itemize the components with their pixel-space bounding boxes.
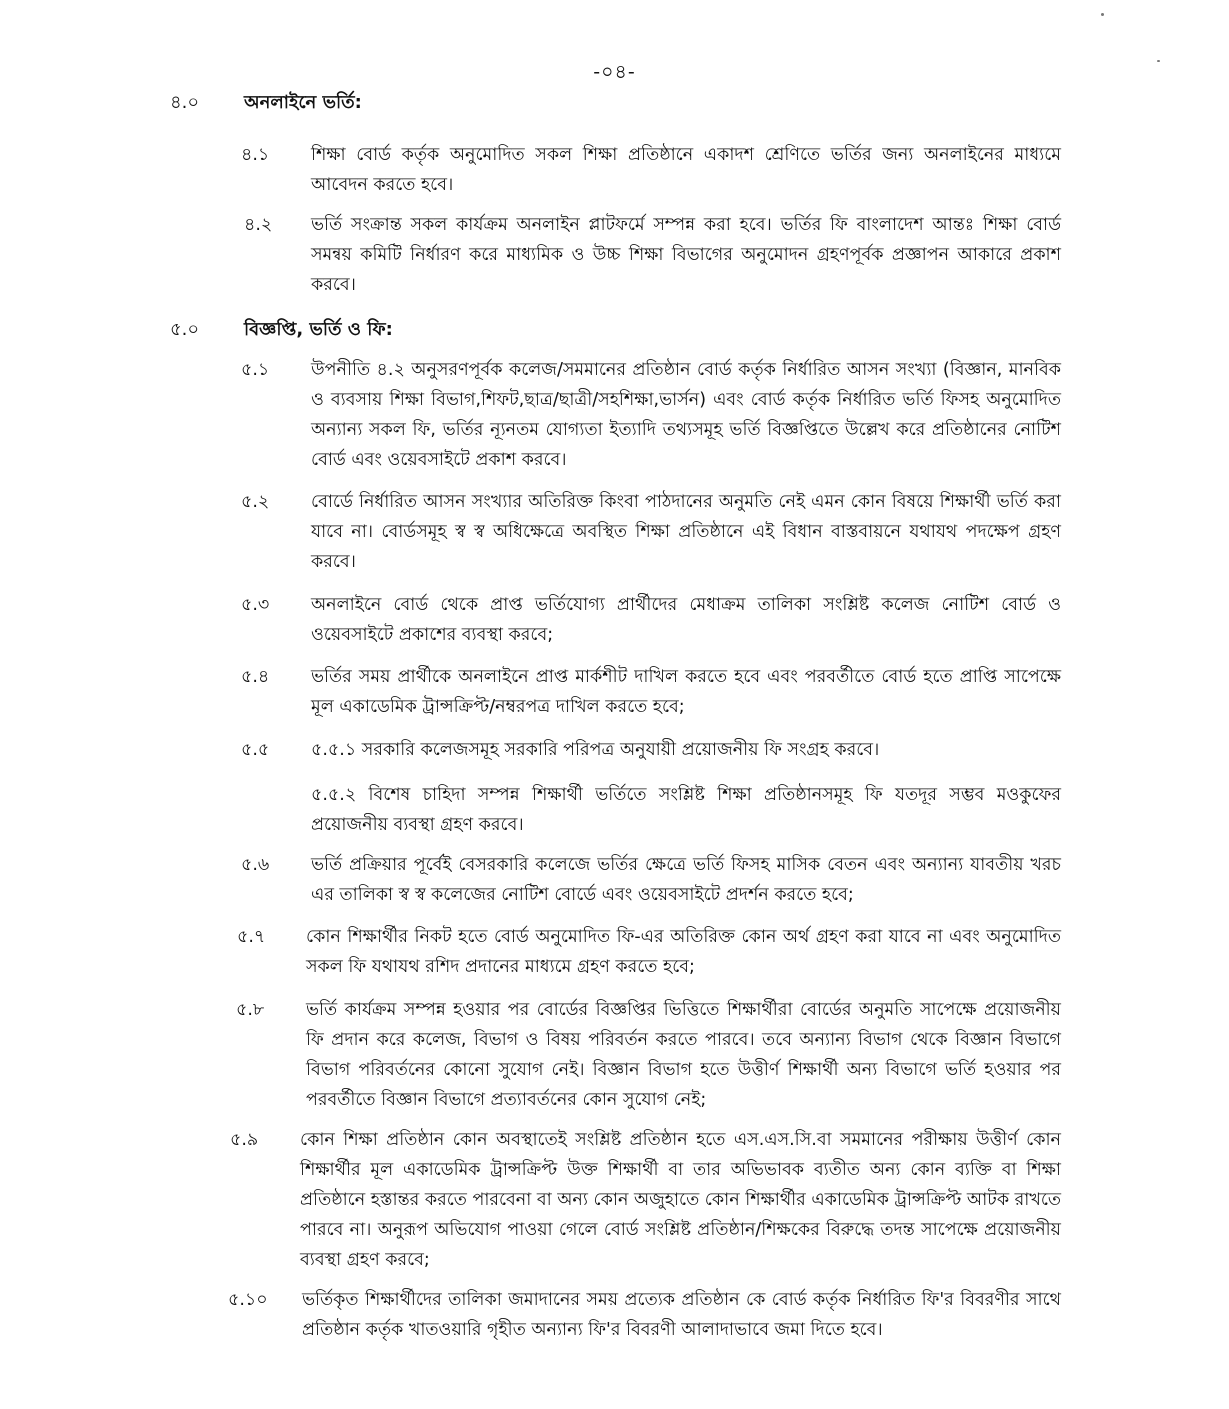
clause-number: ৫.৫ xyxy=(241,740,270,760)
clause-number: ৫.৯ xyxy=(230,1130,259,1150)
clause-text: ভর্তিকৃত শিক্ষার্থীদের তালিকা জমাদানের সময় প্রত্যেক প্রতিষ্ঠান কে বোর্ড কর্তৃক নির্ধারিত ফি'র বিবরণীর সাথে প্রতিষ্ঠান কর্তৃক খাতওয়ারি গৃহীত অন্যান্য ফি'র বিবরণী আলাদাভাবে জমা দিতে হবে। xyxy=(302,1290,1061,1340)
clause-number: ৫.৮ xyxy=(236,1000,265,1020)
scan-speck xyxy=(1101,13,1104,16)
clause-text: উপনীতি ৪.২ অনুসরণপূর্বক কলেজ/সমমানের প্রতিষ্ঠান বোর্ড কর্তৃক নির্ধারিত আসন সংখ্যা (বিজ্ঞান, মানবিক ও ব্যবসায় শিক্ষা বিভাগ,শিফট,ছাত্র/ছাত্রী/সহশিক্ষা,ভার্সন) এবং বোর্ড কর্তৃক নির্ধারিত ভর্তি ফিসহ অনুমোদিত অন্যান্য সকল ফি, ভর্তির ন্যূনতম যোগ্যতা ইত্যাদি তথ্যসমূহ ভর্তি বিজ্ঞপ্তিতে উল্লেখ করে প্রতিষ্ঠানের নোটিশ বোর্ড এবং ওয়েবসাইটে প্রকাশ করবে। xyxy=(311,360,1061,470)
clause-number: ৫.১ xyxy=(241,360,270,380)
section-title: অনলাইনে ভর্তি: xyxy=(244,92,362,113)
clause-number: ৫.৬ xyxy=(241,855,270,875)
clause-text: কোন শিক্ষা প্রতিষ্ঠান কোন অবস্থাতেই সংশ্লিষ্ট প্রতিষ্ঠান হতে এস.এস.সি.বা সমমানের পরীক্ষায় উত্তীর্ণ কোন শিক্ষার্থীর মূল একাডেমিক ট্রান্সক্রিপ্ট উক্ত শিক্ষার্থী বা তার অভিভাবক ব্যতীত অন্য কোন ব্যক্তি বা শিক্ষা প্রতিষ্ঠানে হস্তান্তর করতে পারবেনা বা অন্য কোন অজুহাতে কোন শিক্ষার্থীর একাডেমিক ট্রান্সক্রিপ্ট আটক রাখতে পারবে না। অনুরূপ অভিযোগ পাওয়া গেলে বোর্ড সংশ্লিষ্ট প্রতিষ্ঠান/শিক্ষকের বিরুদ্ধে তদন্ত সাপেক্ষে প্রয়োজনীয় ব্যবস্থা গ্রহণ করবে; xyxy=(300,1130,1061,1270)
page-number: -০৪- xyxy=(593,61,636,83)
clause-number: ৫.৪ xyxy=(241,667,270,687)
clause-text: ৫.৫.১ সরকারি কলেজসমূহ সরকারি পরিপত্র অনুযায়ী প্রয়োজনীয় ফি সংগ্রহ করবে। xyxy=(311,740,880,760)
section-title: বিজ্ঞপ্তি, ভর্তি ও ফি: xyxy=(244,319,393,340)
section-number: ৪.০ xyxy=(170,92,200,113)
clause-text: ভর্তির সময় প্রার্থীকে অনলাইনে প্রাপ্ত মার্কশীট দাখিল করতে হবে এবং পরবর্তীতে বোর্ড হতে প্রাপ্তি সাপেক্ষে মূল একাডেমিক ট্রান্সক্রিপ্ট/নম্বরপত্র দাখিল করতে হবে; xyxy=(311,667,1061,717)
clause-number: ৫.১০ xyxy=(228,1290,268,1310)
clause-number: ৫.৭ xyxy=(237,927,266,947)
clause-text: ভর্তি সংক্রান্ত সকল কার্যক্রম অনলাইন প্লাটফর্মে সম্পন্ন করা হবে। ভর্তির ফি বাংলাদেশ আন্তঃ শিক্ষা বোর্ড সমন্বয় কমিটি নির্ধারণ করে মাধ্যমিক ও উচ্চ শিক্ষা বিভাগের অনুমোদন গ্রহণপূর্বক প্রজ্ঞাপন আকারে প্রকাশ করবে। xyxy=(311,215,1061,295)
clause-text: ভর্তি প্রক্রিয়ার পূর্বেই বেসরকারি কলেজে ভর্তির ক্ষেত্রে ভর্তি ফিসহ মাসিক বেতন এবং অন্যান্য যাবতীয় খরচ এর তালিকা স্ব স্ব কলেজের নোটিশ বোর্ডে এবং ওয়েবসাইটে প্রদর্শন করতে হবে; xyxy=(311,855,1061,905)
clause-text: শিক্ষা বোর্ড কর্তৃক অনুমোদিত সকল শিক্ষা প্রতিষ্ঠানে একাদশ শ্রেণিতে ভর্তির জন্য অনলাইনের মাধ্যমে আবেদন করতে হবে। xyxy=(311,145,1061,195)
clause-text: ভর্তি কার্যক্রম সম্পন্ন হওয়ার পর বোর্ডের বিজ্ঞপ্তির ভিত্তিতে শিক্ষার্থীরা বোর্ডের অনুমতি সাপেক্ষে প্রয়োজনীয় ফি প্রদান করে কলেজ, বিভাগ ও বিষয় পরিবর্তন করতে পারবে। তবে অন্যান্য বিভাগ থেকে বিজ্ঞান বিভাগে বিভাগ পরিবর্তনের কোনো সুযোগ নেই। বিজ্ঞান বিভাগ হতে উত্তীর্ণ শিক্ষার্থী অন্য বিভাগে ভর্তি হওয়ার পর পরবর্তীতে বিজ্ঞান বিভাগে প্রত্যাবর্তনের কোন সুযোগ নেই; xyxy=(306,1000,1061,1110)
clause-text: কোন শিক্ষার্থীর নিকট হতে বোর্ড অনুমোদিত ফি-এর অতিরিক্ত কোন অর্থ গ্রহণ করা যাবে না এবং অনুমোদিত সকল ফি যথাযথ রশিদ প্রদানের মাধ্যমে গ্রহণ করতে হবে; xyxy=(306,927,1061,977)
clause-text: বোর্ডে নির্ধারিত আসন সংখ্যার অতিরিক্ত কিংবা পাঠদানের অনুমতি নেই এমন কোন বিষয়ে শিক্ষার্থী ভর্তি করা যাবে না। বোর্ডসমূহ স্ব স্ব অধিক্ষেত্রে অবস্থিত শিক্ষা প্রতিষ্ঠানে এই বিধান বাস্তবায়নে যথাযথ পদক্ষেপ গ্রহণ করবে। xyxy=(311,492,1061,572)
clause-text: ৫.৫.২ বিশেষ চাহিদা সম্পন্ন শিক্ষার্থী ভর্তিতে সংশ্লিষ্ট শিক্ষা প্রতিষ্ঠানসমূহ ফি যতদূর সম্ভব মওকুফের প্রয়োজনীয় ব্যবস্থা গ্রহণ করবে। xyxy=(311,785,1061,835)
clause-text: অনলাইনে বোর্ড থেকে প্রাপ্ত ভর্তিযোগ্য প্রার্থীদের মেধাক্রম তালিকা সংশ্লিষ্ট কলেজ নোটিশ বোর্ড ও ওয়েবসাইটে প্রকাশের ব্যবস্থা করবে; xyxy=(311,595,1061,645)
clause-number: ৫.২ xyxy=(241,492,270,512)
clause-number: ৪.১ xyxy=(241,145,270,165)
section-number: ৫.০ xyxy=(170,319,200,340)
clause-number: ৫.৩ xyxy=(241,595,270,615)
clause-number: ৪.২ xyxy=(244,215,273,235)
